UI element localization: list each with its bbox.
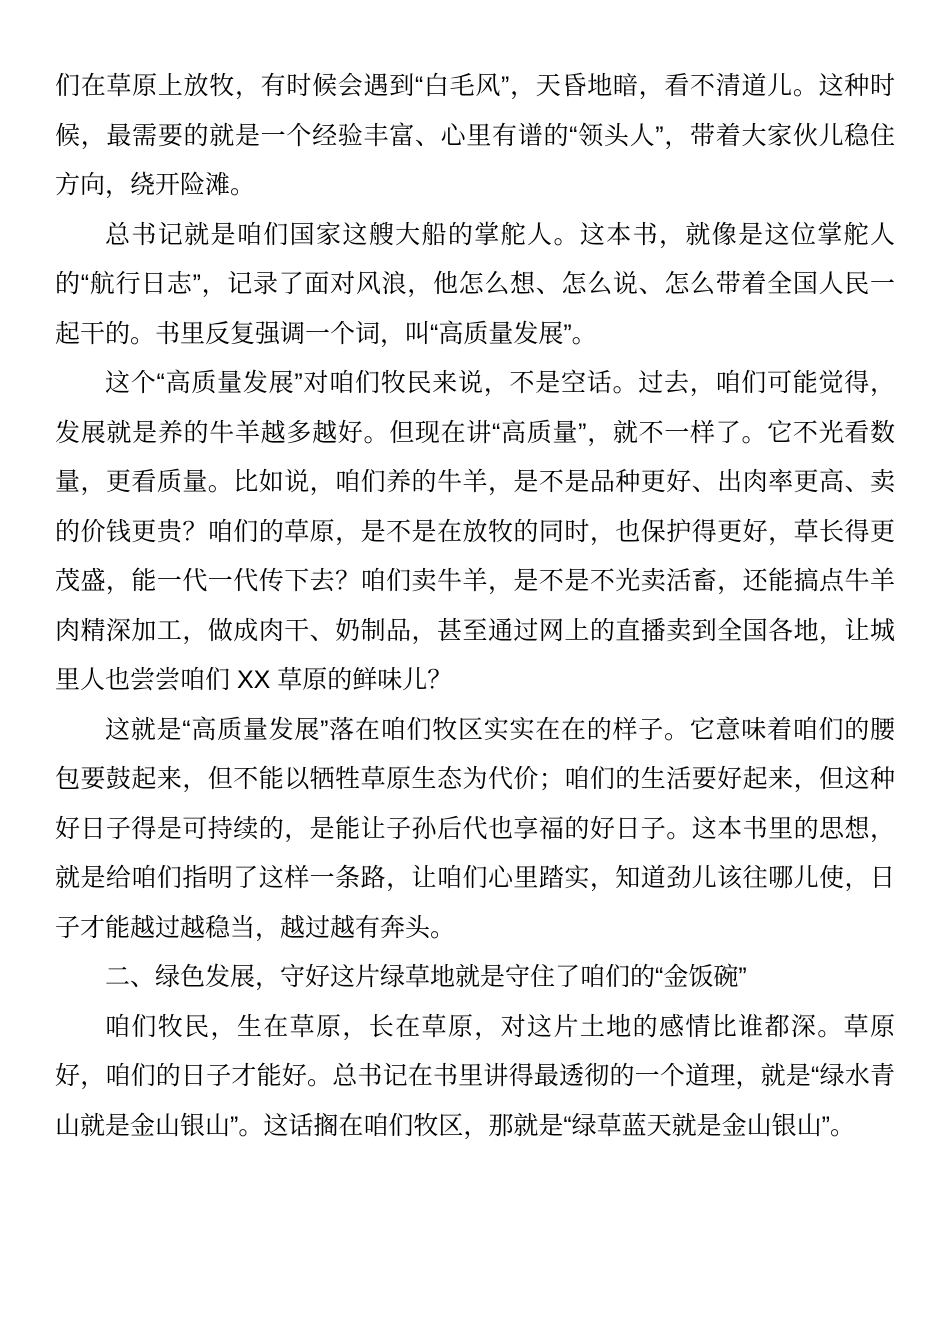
paragraph-grassland-gold: 咱们牧民，生在草原，长在草原，对这片土地的感情比谁都深。草原好，咱们的日子才能好。总书记在书里讲得最透彻的一个道理，就是“绿水青山就是金山银山”。这话搁在咱们牧区，那就是“绿草蓝天就是金山银山”。: [55, 1012, 895, 1140]
paragraph-continuation: 们在草原上放牧，有时候会遇到“白毛风”，天昏地暗，看不清道儿。这种时候，最需要的就是一个经验丰富、心里有谱的“领头人”，带着大家伙儿稳住方向，绕开险滩。: [55, 72, 895, 199]
paragraph-pastoral-meaning: 这就是“高质量发展”落在咱们牧区实实在在的样子。它意味着咱们的腰包要鼓起来，但不能以牺牲草原生态为代价；咱们的生活要好起来，但这种好日子得是可持续的，是能让子孙后代也享福的好日子。这本书里的思想，就是给咱们指明了这样一条路，让咱们心里踏实，知道劲儿该往哪儿使，日子才能越过越稳当，越过越有奔头。: [55, 715, 895, 942]
paragraph-helmsman: 总书记就是咱们国家这艘大船的掌舵人。这本书，就像是这位掌舵人的“航行日志”，记录了面对风浪，他怎么想、怎么说、怎么带着全国人民一起干的。书里反复强调一个词，叫“高质量发展”。: [55, 220, 895, 348]
paragraph-high-quality-development: 这个“高质量发展”对咱们牧民来说，不是空话。过去，咱们可能觉得，发展就是养的牛羊越多越好。但现在讲“高质量”，就不一样了。它不光看数量，更看质量。比如说，咱们养的牛羊，是不是品种更好、出肉率更高、卖的价钱更贵？咱们的草原，是不是在放牧的同时，也保护得更好，草长得更茂盛，能一代一代传下去？咱们卖牛羊，是不是不光卖活畜，还能搞点牛羊肉精深加工，做成肉干、奶制品，甚至通过网上的直播卖到全国各地，让城里人也尝尝咱们 XX 草原的鲜味儿？: [55, 369, 895, 694]
section-heading-green-development: 二、绿色发展，守好这片绿草地就是守住了咱们的“金饭碗”: [105, 963, 747, 991]
